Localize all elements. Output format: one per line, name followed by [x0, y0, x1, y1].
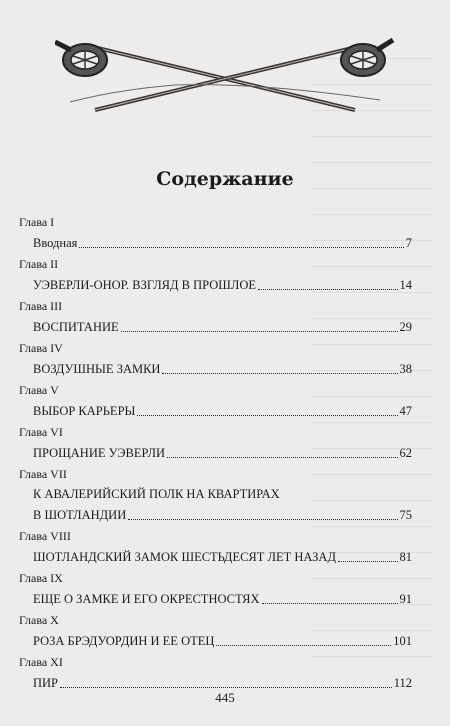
entry-title: УЭВЕРЛИ-ОНОР. ВЗГЛЯД В ПРОШЛОЕ — [33, 278, 257, 292]
dot-leader — [167, 457, 397, 458]
toc-entry[interactable] — [33, 400, 412, 422]
entry-title: ЕЩЕ О ЗАМКЕ И ЕГО ОКРЕСТНОСТЯХ — [33, 592, 260, 606]
toc-entry[interactable] — [33, 316, 412, 338]
chapter-label: Глава IV — [19, 341, 63, 355]
toc-entry[interactable] — [33, 274, 412, 296]
dot-leader — [162, 373, 397, 374]
entry-title: В ШОТЛАНДИИ — [33, 508, 127, 522]
page-number: 445 — [215, 690, 235, 705]
entry-page: 101 — [393, 634, 412, 648]
dot-leader — [79, 247, 403, 248]
entry-title: ВЫБОР КАРЬЕРЫ — [33, 404, 136, 418]
entry-page: 81 — [399, 550, 412, 564]
dot-leader — [137, 415, 397, 416]
toc-entry[interactable] — [33, 588, 412, 610]
entry-page: 47 — [399, 404, 412, 418]
crossed-swords-illustration — [55, 30, 395, 120]
toc-entry[interactable] — [33, 232, 412, 254]
entry-page: 75 — [399, 508, 412, 522]
entry-title: ПРОЩАНИЕ УЭВЕРЛИ — [33, 446, 166, 460]
entry-title: ПИР — [33, 676, 59, 690]
chapter-label: Глава III — [19, 299, 63, 313]
chapter-label: Глава XI — [19, 655, 63, 669]
entry-page: 112 — [393, 676, 412, 690]
dot-leader — [60, 687, 392, 688]
chapter-label: Глава VIII — [19, 529, 71, 543]
entry-title: ВОСПИТАНИЕ — [33, 320, 119, 334]
chapter-label: Глава I — [19, 215, 55, 229]
entry-page: 29 — [399, 320, 412, 334]
entry-title: ВОЗДУШНЫЕ ЗАМКИ — [33, 362, 161, 376]
entry-title: РОЗА БРЭДУОРДИН И ЕЕ ОТЕЦ — [33, 634, 215, 648]
dot-leader — [338, 561, 398, 562]
toc-entry[interactable] — [33, 358, 412, 380]
toc-entry[interactable] — [33, 546, 412, 568]
chapter-label: Глава V — [19, 383, 59, 397]
chapter-label: Глава VII — [19, 467, 67, 481]
chapter-label: Глава VI — [19, 425, 63, 439]
entry-page: 38 — [399, 362, 412, 376]
page-title: Содержание — [156, 168, 294, 190]
entry-page: 14 — [399, 278, 412, 292]
entry-page: 91 — [399, 592, 412, 606]
entry-title-line1[interactable]: К АВАЛЕРИЙСКИЙ ПОЛК НА КВАРТИРАХ — [33, 487, 280, 501]
dot-leader — [121, 331, 398, 332]
entry-title: Вводная — [33, 236, 78, 250]
table-of-contents — [19, 212, 412, 694]
entry-page: 7 — [405, 236, 412, 250]
dot-leader — [216, 645, 391, 646]
toc-entry[interactable] — [33, 442, 412, 464]
dot-leader — [258, 289, 397, 290]
chapter-label: Глава X — [19, 613, 59, 627]
dot-leader — [262, 603, 398, 604]
entry-title: ШОТЛАНДСКИЙ ЗАМОК ШЕСТЬДЕСЯТ ЛЕТ НАЗАД — [33, 550, 336, 564]
toc-entry[interactable] — [33, 504, 412, 526]
toc-entry[interactable] — [33, 630, 412, 652]
chapter-label: Глава IX — [19, 571, 63, 585]
dot-leader — [128, 519, 397, 520]
chapter-label: Глава II — [19, 257, 59, 271]
entry-page: 62 — [399, 446, 412, 460]
